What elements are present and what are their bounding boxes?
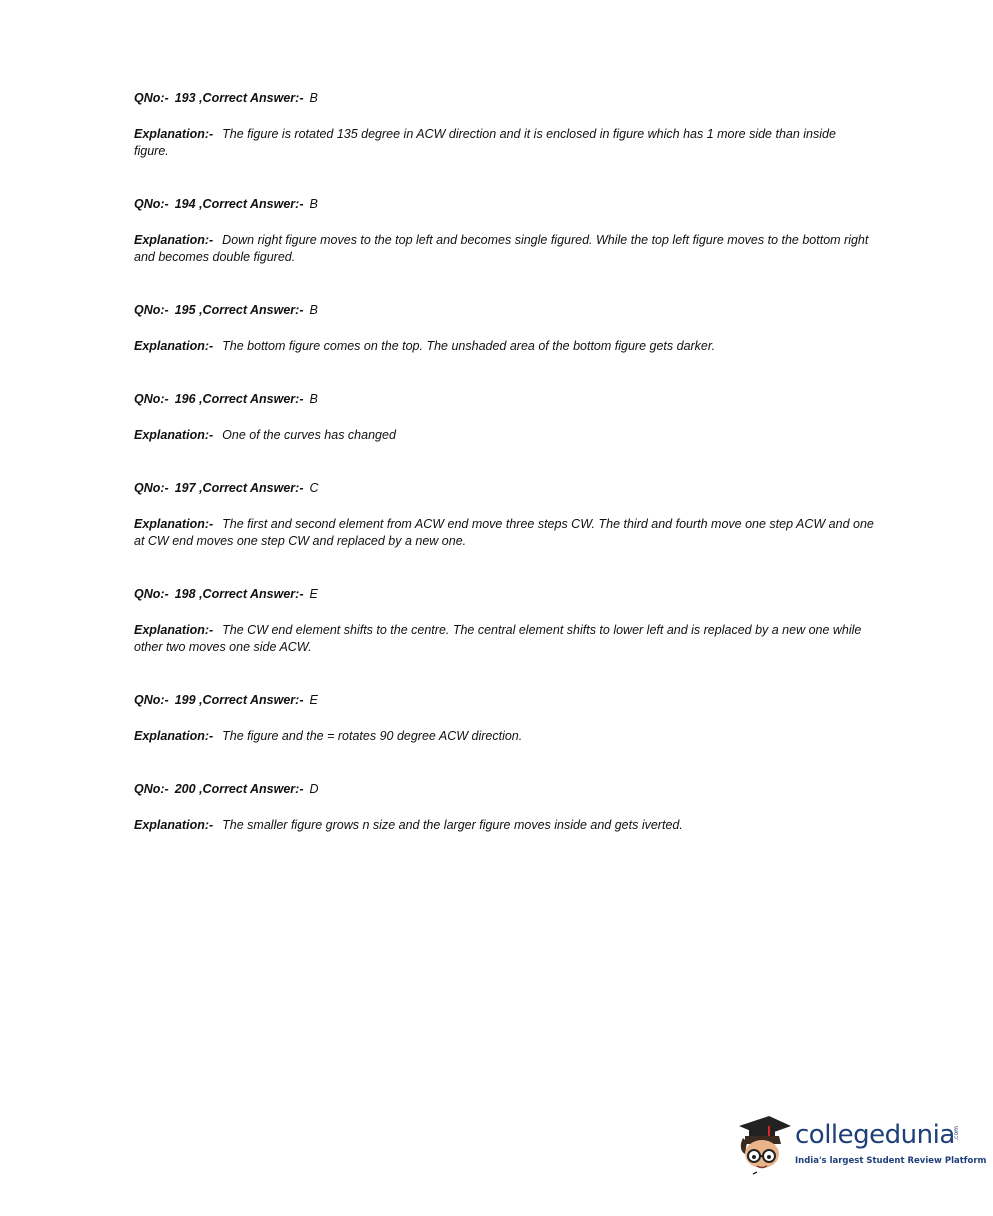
explanation-label: Explanation:-	[134, 729, 214, 743]
question-number: 200	[174, 782, 196, 796]
question-number: 199	[174, 693, 196, 707]
question-number: 198	[174, 587, 196, 601]
explanation	[134, 817, 874, 834]
correct-answer-label: ,Correct Answer:-	[199, 587, 304, 601]
question-line	[134, 302, 874, 319]
explanation	[134, 516, 874, 550]
question-line	[134, 480, 874, 497]
explanation-label: Explanation:-	[134, 517, 214, 531]
explanation	[134, 728, 874, 745]
answer-entry	[134, 781, 874, 834]
explanation-text: The figure and the = rotates 90 degree ACW direction.	[222, 729, 523, 743]
answer-entry	[134, 480, 874, 550]
correct-answer-value: E	[309, 587, 318, 601]
explanation	[134, 338, 874, 355]
explanation-text: The figure is rotated 135 degree in ACW direction and it is enclosed in figure which has 1 more side than inside figure.	[134, 127, 836, 158]
answer-entry	[134, 391, 874, 444]
correct-answer-label: ,Correct Answer:-	[199, 91, 304, 105]
qno-label: QNo:-	[134, 693, 169, 707]
correct-answer-label: ,Correct Answer:-	[199, 693, 304, 707]
correct-answer-value: E	[309, 693, 318, 707]
question-number: 194	[174, 197, 196, 211]
qno-label: QNo:-	[134, 587, 169, 601]
qno-label: QNo:-	[134, 303, 169, 317]
explanation-label: Explanation:-	[134, 339, 214, 353]
correct-answer-value: D	[309, 782, 319, 796]
question-line	[134, 586, 874, 603]
correct-answer-label: ,Correct Answer:-	[199, 782, 304, 796]
qno-label: QNo:-	[134, 91, 169, 105]
qno-label: QNo:-	[134, 481, 169, 495]
explanation	[134, 126, 874, 160]
correct-answer-value: C	[309, 481, 319, 495]
answer-entry	[134, 196, 874, 266]
explanation-label: Explanation:-	[134, 623, 214, 637]
correct-answer-label: ,Correct Answer:-	[199, 392, 304, 406]
correct-answer-label: ,Correct Answer:-	[199, 303, 304, 317]
answer-entry	[134, 586, 874, 656]
qno-label: QNo:-	[134, 197, 169, 211]
explanation-text: The CW end element shifts to the centre. The central element shifts to lower left and is replaced by a new one while other two moves one side ACW.	[134, 623, 862, 654]
correct-answer-value: B	[309, 303, 318, 317]
explanation-label: Explanation:-	[134, 428, 214, 442]
explanation-text: The smaller figure grows n size and the larger figure moves inside and gets iverted.	[222, 818, 683, 832]
answer-entry	[134, 692, 874, 745]
correct-answer-value: B	[309, 197, 318, 211]
correct-answer-label: ,Correct Answer:-	[199, 197, 304, 211]
student-mascot-icon	[735, 1108, 795, 1178]
explanation-text: One of the curves has changed	[222, 428, 396, 442]
brand-domain: .com	[953, 1126, 960, 1141]
qno-label: QNo:-	[134, 782, 169, 796]
explanation-label: Explanation:-	[134, 233, 214, 247]
question-number: 197	[174, 481, 196, 495]
correct-answer-label: ,Correct Answer:-	[199, 481, 304, 495]
collegedunia-logo	[735, 1108, 987, 1178]
question-line	[134, 90, 874, 107]
brand-name: collegedunia	[795, 1120, 955, 1150]
question-number: 193	[174, 91, 196, 105]
question-line	[134, 781, 874, 798]
explanation-text: Down right figure moves to the top left and becomes single figured. While the top left figure moves to the bottom right and becomes double figured.	[134, 233, 869, 264]
explanation	[134, 622, 874, 656]
question-line	[134, 692, 874, 709]
brand-tagline: India's largest Student Review Platform	[795, 1156, 987, 1166]
explanation-text: The bottom figure comes on the top. The unshaded area of the bottom figure gets darker.	[222, 339, 716, 353]
answer-entry	[134, 90, 874, 160]
explanation	[134, 427, 874, 444]
correct-answer-value: B	[309, 392, 318, 406]
question-line	[134, 196, 874, 213]
correct-answer-value: B	[309, 91, 318, 105]
explanation-text: The first and second element from ACW end move three steps CW. The third and fourth move one step ACW and one at CW end moves one step CW and replaced by a new one.	[134, 517, 874, 548]
explanation-label: Explanation:-	[134, 818, 214, 832]
question-line	[134, 391, 874, 408]
explanation-label: Explanation:-	[134, 127, 214, 141]
explanation	[134, 232, 874, 266]
answer-entry	[134, 302, 874, 355]
qno-label: QNo:-	[134, 392, 169, 406]
question-number: 196	[174, 392, 196, 406]
question-number: 195	[174, 303, 196, 317]
